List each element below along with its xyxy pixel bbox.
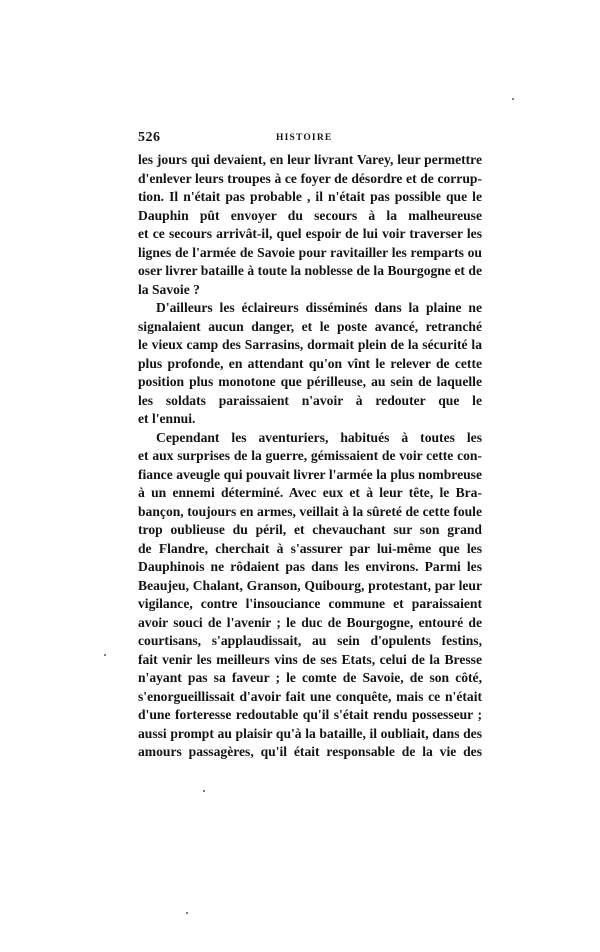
- page-number: 526: [138, 130, 161, 145]
- scan-speck: [512, 98, 514, 100]
- text-line: le vieux camp des Sarrasins, dormait plein de la sécurité la: [138, 337, 482, 352]
- text-line: la Savoie ?: [138, 281, 200, 297]
- scan-speck: [104, 654, 106, 656]
- scan-speck: [186, 912, 188, 914]
- running-head: HISTOIRE: [276, 133, 333, 143]
- text-line: Dauphinois ne rôdaient pas dans les environs. Parmi les: [138, 559, 482, 574]
- text-line: fait venir les meilleurs vins de ses Etats, celui de la Bresse: [138, 651, 482, 667]
- text-line: vigilance, contre l'insouciance commune et paraissaient: [138, 596, 482, 611]
- body-text: [138, 151, 482, 762]
- text-line: et aux surprises de la guerre, gémissaient de voir cette con-: [138, 448, 482, 463]
- text-line: les jours qui devaient, en leur livrant Varey, leur permettre: [138, 152, 482, 167]
- text-line: amours passagères, qu'il était responsable de la vie des: [138, 744, 482, 759]
- text-line: fiance aveugle qui pouvait livrer l'armée la plus nombreuse: [138, 466, 482, 482]
- text-line: lignes de l'armée de Savoie pour ravitailler les remparts ou: [138, 244, 482, 260]
- text-line: s'enorgueillissait d'avoir fait une conquête, mais ce n'était: [138, 688, 482, 704]
- text-line: position plus monotone que périlleuse, au sein de laquelle: [138, 374, 482, 389]
- scan-speck: [203, 790, 205, 792]
- text-line: aussi prompt au plaisir qu'à la bataille, il oubliait, dans des: [138, 725, 482, 741]
- text-line: Cependant les aventuriers, habitués à toutes les: [156, 429, 482, 445]
- text-line: et l'ennui.: [138, 411, 196, 426]
- text-line: bançon, toujours en armes, veillait à la sûreté de cette foule: [138, 503, 482, 519]
- text-line: oser livrer bataille à toute la noblesse de la Bourgogne et de: [138, 263, 482, 278]
- text-line: Beaujeu, Chalant, Granson, Quibourg, protestant, par leur: [138, 577, 482, 593]
- text-line: Dauphin pût envoyer du secours à la malheureuse: [138, 207, 482, 223]
- text-line: de Flandre, cherchait à s'assurer par lui-même que les: [138, 540, 482, 556]
- text-line: d'enlever leurs troupes à ce foyer de désordre et de corrup-: [138, 170, 482, 186]
- text-line: les soldats paraissaient n'avoir à redouter que le: [138, 392, 482, 408]
- text-line: avoir souci de l'avenir ; le duc de Bourgogne, entouré de: [138, 614, 482, 630]
- text-line: d'une forteresse redoutable qu'il s'était rendu possesseur ;: [138, 707, 482, 722]
- page-header: [138, 130, 482, 148]
- text-line: signalaient aucun danger, et le poste avancé, retranché: [138, 318, 482, 334]
- text-line: à un ennemi déterminé. Avec eux et à leur tête, le Bra-: [138, 485, 482, 500]
- text-line: tion. Il n'était pas probable , il n'était pas possible que le: [138, 189, 482, 204]
- text-line: trop oublieuse du péril, et chevauchant sur son grand: [138, 522, 482, 537]
- text-line: courtisans, s'applaudissait, au sein d'opulents festins,: [138, 633, 482, 648]
- text-line: plus profonde, en attendant qu'on vînt le relever de cette: [138, 355, 482, 371]
- text-line: D'ailleurs les éclaireurs disséminés dans la plaine ne: [156, 300, 482, 315]
- text-line: n'ayant pas sa faveur ; le comte de Savoie, de son côté,: [138, 670, 482, 685]
- text-line: et ce secours arrivât-il, quel espoir de lui voir traverser les: [138, 226, 482, 241]
